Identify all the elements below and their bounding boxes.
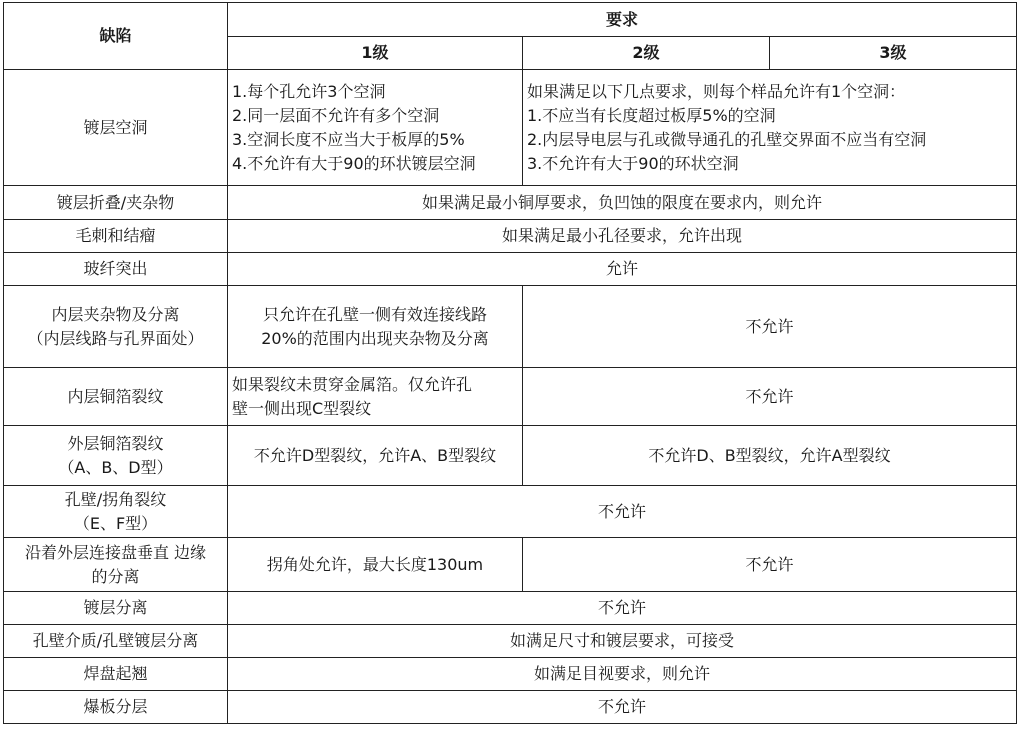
defect-name: 孔壁/拐角裂纹 （E、F型） xyxy=(4,486,228,538)
level-2-3-cell xyxy=(523,70,1017,186)
table-row xyxy=(4,70,1017,186)
table-row xyxy=(4,286,1017,368)
table-row xyxy=(4,691,1017,724)
defect-requirements-table xyxy=(3,2,1017,724)
all-levels-cell: 如果满足最小铜厚要求，负凹蚀的限度在要求内，则允许 xyxy=(228,186,1017,220)
level-2-3-cell: 不允许 xyxy=(523,286,1017,368)
requirement-line: 2.内层导电层与孔或微导通孔的孔壁交界面不应当有空洞 xyxy=(527,129,927,149)
defect-name: 镀层分离 xyxy=(4,592,228,625)
table-row xyxy=(4,426,1017,486)
table-row xyxy=(4,486,1017,538)
level-3-header: 3级 xyxy=(770,37,1017,70)
defect-name: 镀层空洞 xyxy=(4,70,228,186)
defect-name: 爆板分层 xyxy=(4,691,228,724)
table-row xyxy=(4,368,1017,426)
level-1-cell: 不允许D型裂纹，允许A、B型裂纹 xyxy=(228,426,523,486)
all-levels-cell: 不允许 xyxy=(228,691,1017,724)
level-1-cell: 拐角处允许，最大长度130um xyxy=(228,538,523,592)
table-row xyxy=(4,253,1017,286)
level-2-3-cell: 不允许D、B型裂纹，允许A型裂纹 xyxy=(523,426,1017,486)
defect-name: 毛刺和结瘤 xyxy=(4,220,228,253)
header-row xyxy=(4,3,1017,37)
defect-name: 玻纤突出 xyxy=(4,253,228,286)
defect-name: 镀层折叠/夹杂物 xyxy=(4,186,228,220)
defect-name: 孔壁介质/孔壁镀层分离 xyxy=(4,625,228,658)
requirement-line: 1.每个孔允许3个空洞 xyxy=(232,81,386,101)
level-1-cell: 如果裂纹未贯穿金属箔。仅允许孔 壁一侧出现C型裂纹 xyxy=(228,368,523,426)
all-levels-cell: 如满足尺寸和镀层要求，可接受 xyxy=(228,625,1017,658)
level-1-header: 1级 xyxy=(228,37,523,70)
requirement-line: 1.不应当有长度超过板厚5%的空洞 xyxy=(527,105,776,125)
level-2-3-cell: 不允许 xyxy=(523,368,1017,426)
defect-name: 内层夹杂物及分离 （内层线路与孔界面处） xyxy=(4,286,228,368)
table-row xyxy=(4,592,1017,625)
level-2-header: 2级 xyxy=(523,37,770,70)
all-levels-cell: 不允许 xyxy=(228,486,1017,538)
defect-name: 内层铜箔裂纹 xyxy=(4,368,228,426)
requirement-line: 3.空洞长度不应当大于板厚的5% xyxy=(232,129,465,149)
table-row xyxy=(4,186,1017,220)
requirement-line: 如果满足以下几点要求，则每个样品允许有1个空洞： xyxy=(527,81,906,101)
table-row xyxy=(4,658,1017,691)
defect-name: 焊盘起翘 xyxy=(4,658,228,691)
defect-name: 沿着外层连接盘垂直 边缘 的分离 xyxy=(4,538,228,592)
requirement-header: 要求 xyxy=(228,3,1017,37)
all-levels-cell: 如满足目视要求，则允许 xyxy=(228,658,1017,691)
level-1-cell: 只允许在孔壁一侧有效连接线路 20%的范围内出现夹杂物及分离 xyxy=(228,286,523,368)
all-levels-cell: 允许 xyxy=(228,253,1017,286)
table-row xyxy=(4,538,1017,592)
table-row xyxy=(4,625,1017,658)
all-levels-cell: 如果满足最小孔径要求，允许出现 xyxy=(228,220,1017,253)
requirement-line: 2.同一层面不允许有多个空洞 xyxy=(232,105,440,125)
requirement-line: 4.不允许有大于90的环状镀层空洞 xyxy=(232,153,476,173)
level-2-3-cell: 不允许 xyxy=(523,538,1017,592)
defect-name: 外层铜箔裂纹 （A、B、D型） xyxy=(4,426,228,486)
defect-header: 缺陷 xyxy=(4,3,228,70)
requirement-line: 3.不允许有大于90的环状空洞 xyxy=(527,153,739,173)
level-1-cell xyxy=(228,70,523,186)
table-row xyxy=(4,220,1017,253)
all-levels-cell: 不允许 xyxy=(228,592,1017,625)
